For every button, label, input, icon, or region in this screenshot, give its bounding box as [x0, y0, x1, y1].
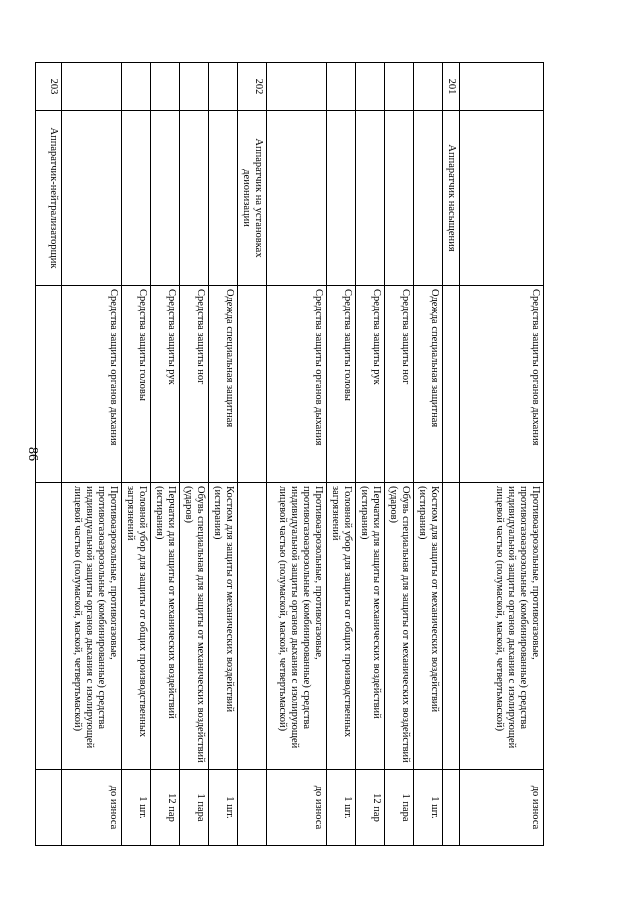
table-row: [36, 63, 62, 846]
row-number-cell: [414, 63, 443, 111]
ppe-table-wrapper: [48, 62, 544, 845]
quantity-cell: 1 шт.: [122, 770, 151, 846]
quantity-cell: [36, 770, 62, 846]
row-number-cell: [151, 63, 180, 111]
item-cell: Обувь специальная для защиты от механических воздействий (ударов): [180, 483, 209, 770]
profession-cell: [414, 111, 443, 286]
item-cell: Перчатки для защиты от механических воздействий (истирания): [151, 483, 180, 770]
quantity-cell: 1 шт.: [414, 770, 443, 846]
category-cell: Средства защиты рук: [151, 286, 180, 483]
quantity-cell: до износа: [62, 770, 122, 846]
row-number-cell: [356, 63, 385, 111]
row-number-cell: 203: [36, 63, 62, 111]
table-row: [122, 63, 151, 846]
profession-cell: [122, 111, 151, 286]
item-cell: Противоаэрозольные, противогазовые, противогазоаэрозольные (комбинированные) средства индивидуальной защиты органов дыхания с изолирующей лицевой частью (полумаской, маской, четвертьмаской): [267, 483, 327, 770]
quantity-cell: до износа: [267, 770, 327, 846]
table-row: [460, 63, 544, 846]
table-row: [267, 63, 327, 846]
profession-cell: [209, 111, 238, 286]
profession-cell: [460, 111, 544, 286]
row-number-cell: [180, 63, 209, 111]
table-row: [327, 63, 356, 846]
category-cell: Средства защиты органов дыхания: [460, 286, 544, 483]
table-row: [180, 63, 209, 846]
quantity-cell: 1 шт.: [327, 770, 356, 846]
profession-cell: Аппаратчик насыщения: [443, 111, 460, 286]
item-cell: [238, 483, 267, 770]
row-number-cell: [327, 63, 356, 111]
profession-cell: [327, 111, 356, 286]
table-row: [151, 63, 180, 846]
row-number-cell: [62, 63, 122, 111]
profession-cell: [356, 111, 385, 286]
item-cell: [443, 483, 460, 770]
profession-cell: [62, 111, 122, 286]
category-cell: Средства защиты органов дыхания: [267, 286, 327, 483]
table-row: [62, 63, 122, 846]
row-number-cell: [385, 63, 414, 111]
category-cell: [36, 286, 62, 483]
profession-cell: [267, 111, 327, 286]
quantity-cell: 12 пар: [356, 770, 385, 846]
quantity-cell: 1 пара: [385, 770, 414, 846]
table-row: [414, 63, 443, 846]
category-cell: [238, 286, 267, 483]
table-row: [385, 63, 414, 846]
item-cell: [36, 483, 62, 770]
item-cell: Костюм для защиты от механических воздействий (истирания): [209, 483, 238, 770]
row-number-cell: 202: [238, 63, 267, 111]
category-cell: Одежда специальная защитная: [209, 286, 238, 483]
row-number-cell: [122, 63, 151, 111]
table-row: [238, 63, 267, 846]
row-number-cell: [267, 63, 327, 111]
quantity-cell: [443, 770, 460, 846]
profession-cell: [385, 111, 414, 286]
item-cell: Головной убор для защиты от общих производственных загрязнений: [327, 483, 356, 770]
category-cell: Одежда специальная защитная: [414, 286, 443, 483]
quantity-cell: до износа: [460, 770, 544, 846]
category-cell: [443, 286, 460, 483]
ppe-table-rotated: [48, 62, 544, 845]
table-row: [356, 63, 385, 846]
ppe-table: [35, 62, 544, 846]
row-number-cell: 201: [443, 63, 460, 111]
category-cell: Средства защиты ног: [180, 286, 209, 483]
quantity-cell: 12 пар: [151, 770, 180, 846]
quantity-cell: [238, 770, 267, 846]
profession-cell: Аппаратчик на установках деионизации: [238, 111, 267, 286]
quantity-cell: 1 пара: [180, 770, 209, 846]
profession-cell: [180, 111, 209, 286]
profession-cell: Аппаратчик-нейтрализаторщик: [36, 111, 62, 286]
category-cell: Средства защиты головы: [327, 286, 356, 483]
quantity-cell: 1 шт.: [209, 770, 238, 846]
item-cell: Перчатки для защиты от механических воздействий (истирания): [356, 483, 385, 770]
category-cell: Средства защиты ног: [385, 286, 414, 483]
page-number: 86: [25, 447, 40, 461]
item-cell: Головной убор для защиты от общих производственных загрязнений: [122, 483, 151, 770]
category-cell: Средства защиты рук: [356, 286, 385, 483]
item-cell: Противоаэрозольные, противогазовые, противогазоаэрозольные (комбинированные) средства индивидуальной защиты органов дыхания с изолирующей лицевой частью (полумаской, маской, четвертьмаской): [460, 483, 544, 770]
table-row: [209, 63, 238, 846]
category-cell: Средства защиты головы: [122, 286, 151, 483]
table-row: [443, 63, 460, 846]
row-number-cell: [209, 63, 238, 111]
row-number-cell: [460, 63, 544, 111]
item-cell: Обувь специальная для защиты от механических воздействий (ударов): [385, 483, 414, 770]
item-cell: Костюм для защиты от механических воздействий (истирания): [414, 483, 443, 770]
profession-cell: [151, 111, 180, 286]
item-cell: Противоаэрозольные, противогазовые, противогазоаэрозольные (комбинированные) средства индивидуальной защиты органов дыхания с изолирующей лицевой частью (полумаской, маской, четвертьмаской): [62, 483, 122, 770]
category-cell: Средства защиты органов дыхания: [62, 286, 122, 483]
